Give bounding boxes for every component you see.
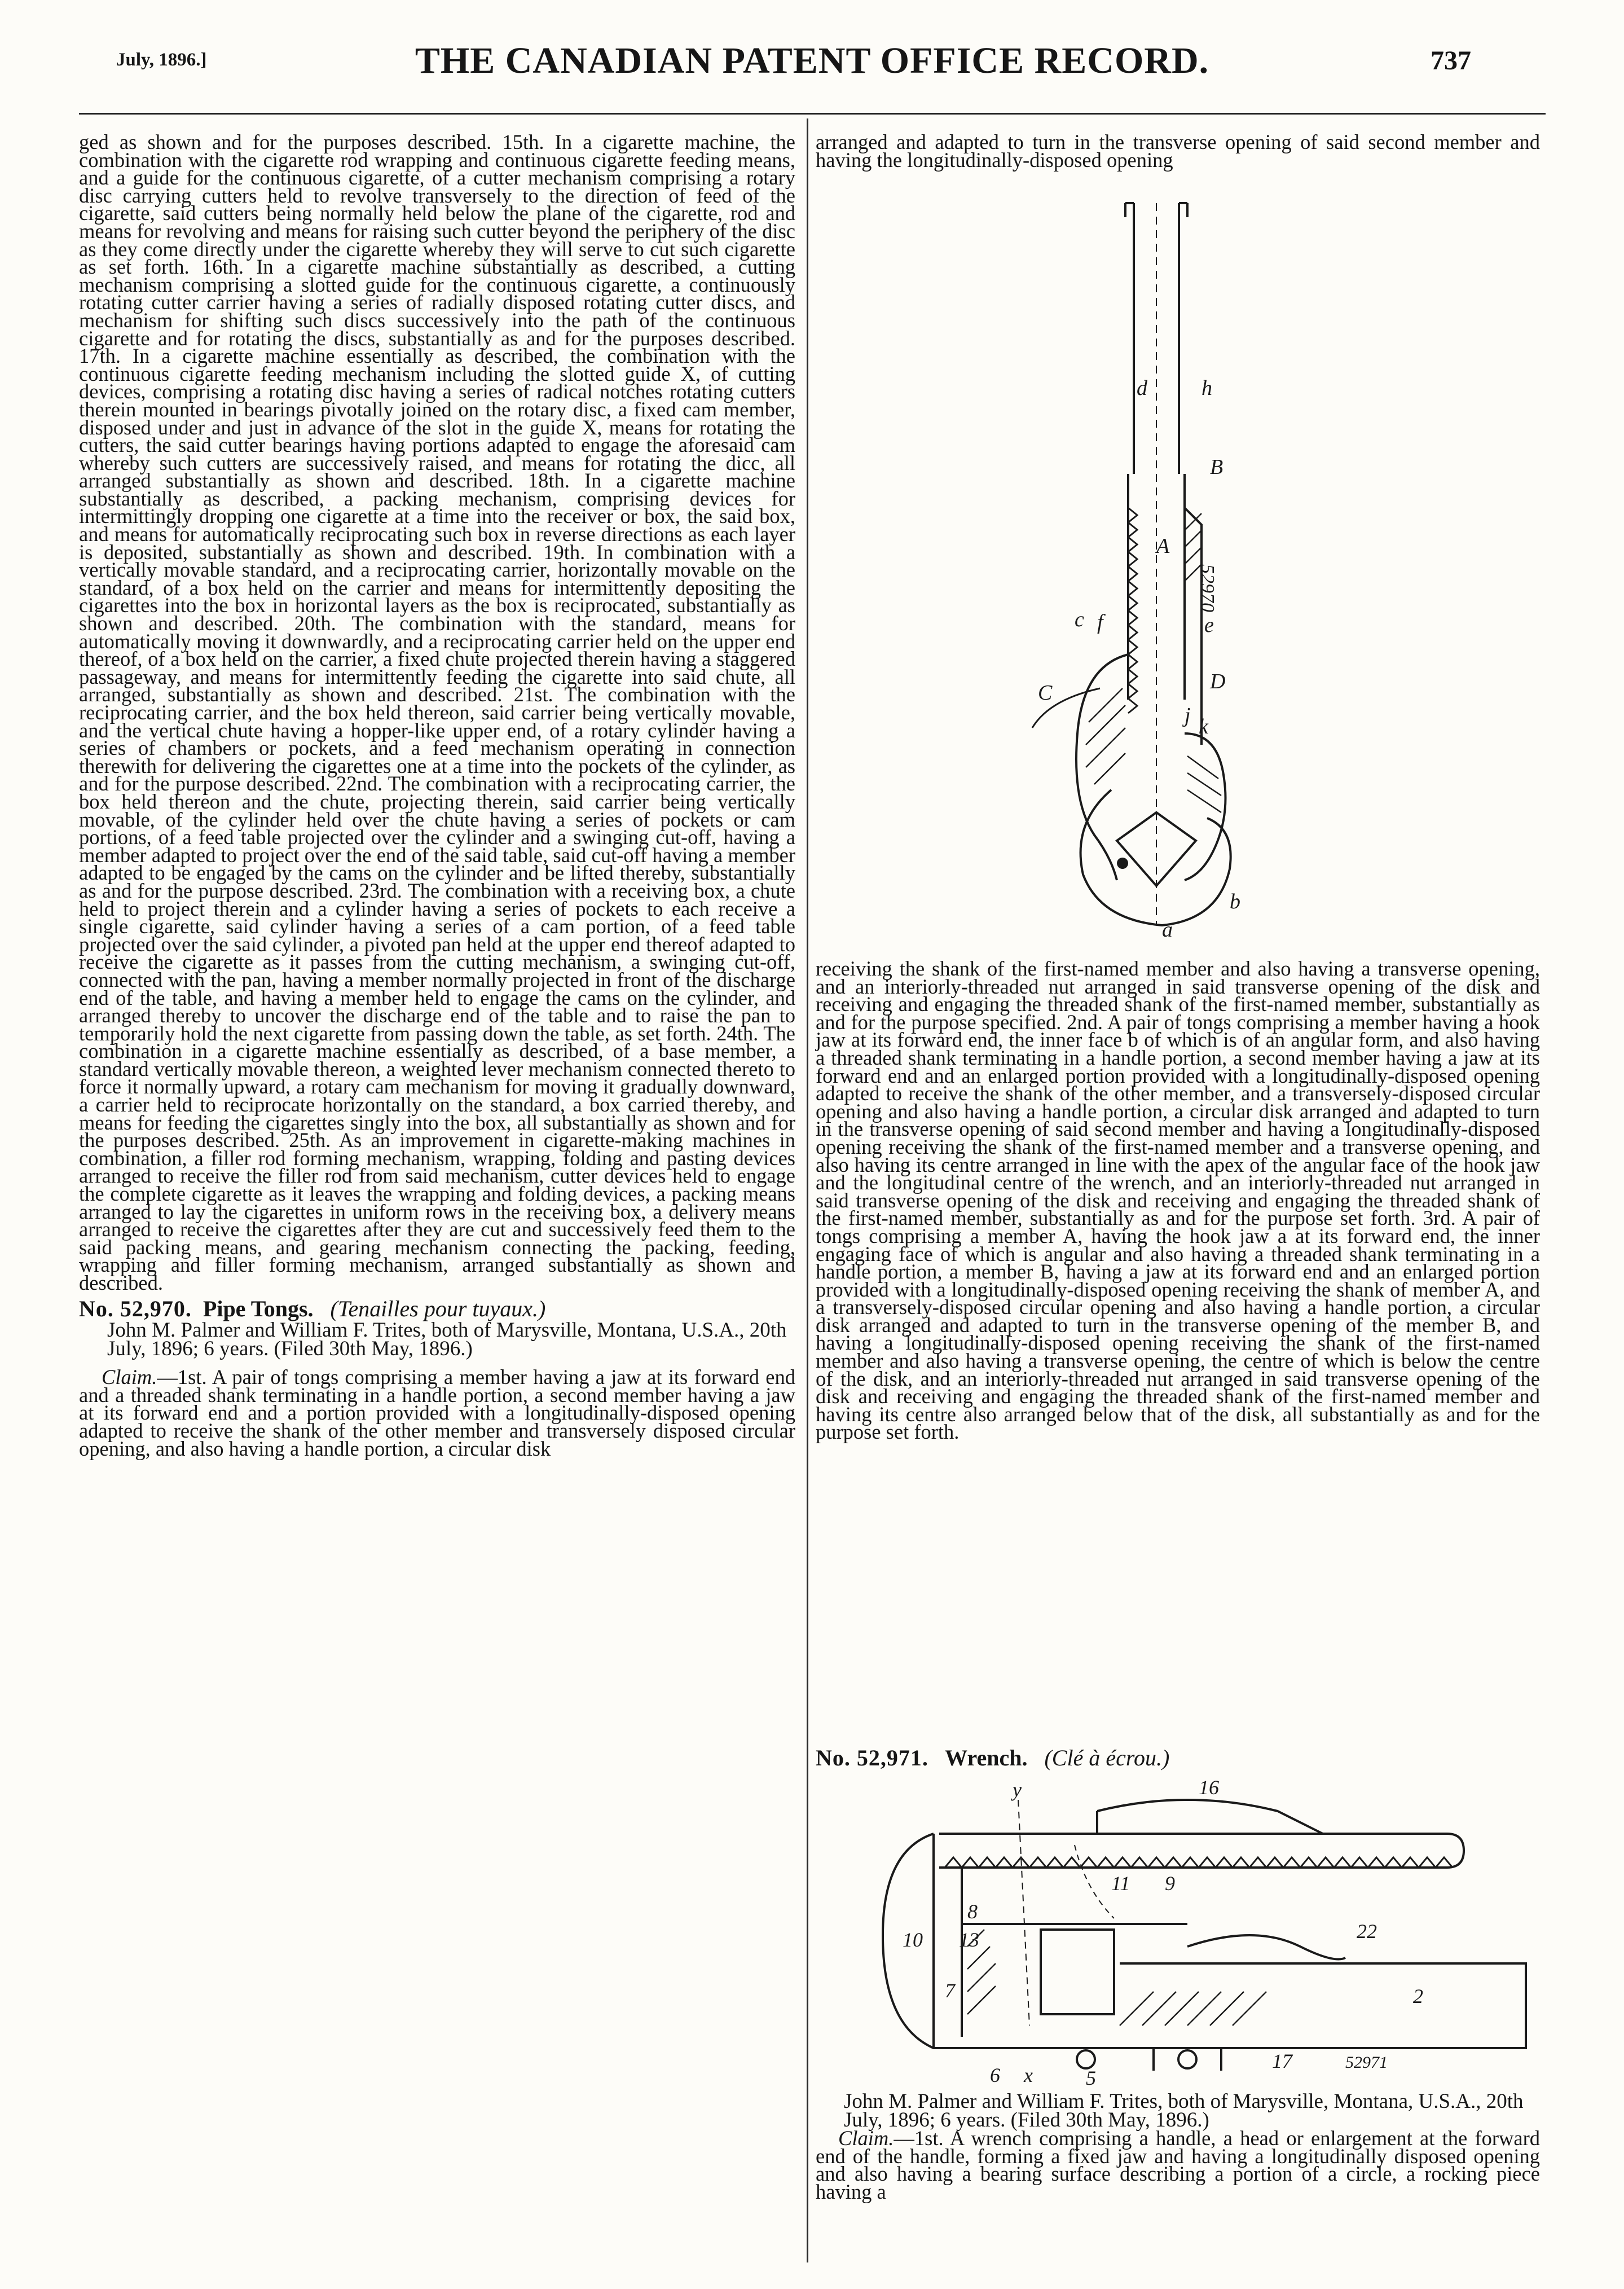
rack-tooth [996, 1857, 1013, 1868]
rack-tooth [1080, 1857, 1097, 1868]
claim-continuation: arranged and adapted to turn in the transverse opening of said second member and having the longitudinally-disposed opening [816, 130, 1540, 172]
fig-label: 10 [903, 1928, 923, 1951]
right-column-bottom [816, 2090, 1540, 2203]
thread-tooth [1128, 684, 1137, 698]
patent-french-title: (Tenailles pour tuyaux.) [330, 1295, 546, 1321]
previous-patent-claims: ged as shown and for the purposes described. 15th. In a cigarette machine, the combination with the cigarette rod wrapping and continuous cigarette feeding means, and a guide for the continuous cigarette, of a cutter mechanism comprising a rotary disc carrying cutters held to revolve transversely to the direction of feed of the cigarette, said cutters being normally held below the plane of the cigarette, rod and means for revolving and means for raising such cutter beyond the periphery of the disc as they come directly under the cigarette whereby they will serve to cut such cigarette as set forth. 16th. In a cigarette machine substantially as described, a cutting mechanism comprising a slotted guide for the continuous cigarette, a continuously rotating cutter carrier having a series of radially disposed rotating cutter discs, and mechanism for shifting such discs successively into the path of the continuous cigarette and for rotating the discs, substantially as and for the purposes described. 17th. In a cigarette machine essentially as described, the combination with the continuous cigarette feeding mechanism including the slotted guide X, of cutting devices, comprising a rotating disc having a series of radical notches rotating cutters therein mounted in bearings pivotally joined on the rotary disc, a fixed cam member, disposed under and just in advance of the slot in the guide X, means for rotating the cutters, the said cutter bearings having portions adapted to engage the aforesaid cam whereby such cutters are successively raised, and means for rotating the dicc, all arranged substantially as shown and described. 18th. In a cigarette machine substantially as described, a packing mechanism, comprising devices for intermittingly dropping one cigarette at a time into the receiver or box, the said box, and means for automatically reciprocating such box in reverse directions as each layer is deposited, substantially as shown and described. 19th. In combination with a vertically movable standard, and a reciprocating carrier, horizontally movable on the standard, of a box held on the carrier and means for intermittently depositing the cigarettes into the box in horizontal layers as the box is reciprocated, substantially as shown and described. 20th. The combination with the standard, means for automatically moving it downwardly, and a reciprocating carrier held on the upper end thereof, of a box held on the carrier, a fixed chute projected therein having a staggered passageway, and means for intermittently feeding the cigarette into said chute, all arranged, substantially as shown and described. 21st. The combination with the reciprocating carrier, and the box held thereon, said carrier being vertically movable, and the vertical chute having a hopper-like upper end, of a rotary cylinder having a series of chambers or pockets, and a feed mechanism operating in connection therewith for delivering the cigarettes one at a time into the pockets of the cylinder, as and for the purpose described. 22nd. The combination with a reciprocating carrier, the box held thereon and the chute, projecting therein, said carrier being vertically movable, of the cylinder held over the chute having a series of pockets or cam portions, of a feed table projected over the cylinder and a swinging cut-off, having a member adapted to project over the end of the said table, said cut-off having a member adapted to be engaged by the cams on the cylinder and be lifted thereby, substantially as and for the purpose described. 23rd. The combination with a receiving box, a chute held to project therein and a cylinder having a series of pockets to each receive a single cigarette, said cylinder having a series of a cam portion, of a feed table projected over the said cylinder, a pivoted pan held at the upper end thereof adapted to receive the cigarette as it passes from the cutting mechanism, a swinging cut-off, connected with the pan, having a member normally projected in front of the discharge end of the table, and having a member held to engage the cams on the cylinder, and arranged thereby to uncover the discharge end of the table and to raise the pan to temporarily hold the next cigarette from passing down the table, as set forth. 24th. The combination in a cigarette machine essentially as described, of a base member, a standard vertically movable thereon, a weighted lever mechanism connected thereto to force it normally upward, a rotary cam mechanism for moving it gradually downward, a carrier held to reciprocate horizontally on the standard, a box carried thereby, and means for feeding the cigarettes singly into the box, all substantially as shown and for the purposes described. 25th. As an improvement in cigarette-making machines in combination, a filler rod forming mechanism, wrapping, folding and pasting devices arranged to receive the filler rod from said mechanism, cutter devices held to engage the complete cigarette as it leaves the wrapping and folding devices, a packing means arranged to lay the cigarettes in uniform rows in the receiving box, a delivery means arranged to receive the cigarettes after they are cut and successively feed them to the said packing means, and gearing mechanism connecting the packing, feeding, wrapping and filler forming mechanism, arranged substantially as shown and described. [79, 130, 795, 1294]
fig-number: 52970 [1197, 564, 1218, 612]
rack-tooth [1249, 1857, 1266, 1868]
fig-label: j [1185, 704, 1191, 727]
rack-tooth [1199, 1857, 1216, 1868]
fig-label: b [1230, 890, 1240, 913]
thread-tooth [1128, 640, 1137, 654]
thread-tooth [1128, 698, 1137, 713]
fig-label: 13 [959, 1928, 979, 1951]
fig-label: f [1097, 610, 1103, 634]
fig-label: 5 [1086, 2067, 1096, 2089]
fig-label: h [1202, 376, 1212, 400]
fig-label: x [1024, 2064, 1033, 2086]
column-divider [807, 118, 808, 2262]
rack-tooth [1368, 1857, 1385, 1868]
fig-label: 16 [1199, 1777, 1219, 1799]
header-rule [79, 113, 1546, 115]
claim-continuation-2: receiving the shank of the first-named member and also having a transverse opening, and an interiorly-threaded nut arranged in said transverse opening of the disk and receiving and engaging the threaded shank of the first-named member, substantially as and for the purpose specified. 2nd. A pair of tongs comprising a member having a hook jaw at its forward end, the inner face b of which is of an angular form, and also having a threaded shank terminating in a handle portion, a second member having a jaw at its forward end and an enlarged portion provided with a longitudinally-disposed opening adapted to receive the shank of the other member, and a transversely-disposed circular opening and also having a handle portion, a circular disk arranged and adapted to turn in the transverse opening of said second member and having a longitudinally-disposed opening receiving the shank of the first-named member and a transverse opening, and also having its centre arranged in line with the apex of the angular face of the hook jaw and the longitudinal centre of the wrench, and an interiorly-threaded nut arranged in said transverse opening of the disk and receiving and engaging the threaded shank of the first-named member, substantially as and for the purpose set forth. 3rd. A pair of tongs comprising a member A, having the hook jaw a at its forward end, the inner engaging face of which is angular and also having a threaded shank terminating in a handle portion, a member B, having a jaw at its forward end and an enlarged portion provided with a longitudinally-disposed opening receiving the shank of member A, and a transversely-disposed circular opening and also having a handle portion, a circular disk arranged and adapted to turn in the transverse opening of the member B, and having a longitudinally-disposed opening receiving the shank of the first-named member and also having a transverse opening, the centre of which is below the centre of the disk, and an interiorly-threaded nut arranged in said transverse opening of the disk and receiving and engaging the threaded shank of the first-named member and having its centre also arranged below that of the disk, all substantially as and for the purpose set forth. [816, 957, 1540, 1444]
rack-tooth [945, 1857, 962, 1868]
fig-label: k [1199, 715, 1208, 739]
fig-label: e [1204, 613, 1214, 637]
rack-tooth [1063, 1857, 1080, 1868]
patent-inventors: John M. Palmer and William F. Trites, both of Marysville, Montana, U.S.A., 20th July, 1896; 6 years. (Filed 30th May, 1896.) [107, 1319, 787, 1361]
fig-label: A [1156, 534, 1170, 558]
rack-tooth [1233, 1857, 1249, 1868]
rack-tooth [1419, 1857, 1436, 1868]
issue-date: July, 1896.] [116, 50, 207, 70]
claim-label: Claim. [102, 1365, 157, 1389]
rack-tooth [1182, 1857, 1199, 1868]
fig-label: 11 [1111, 1872, 1130, 1895]
rack-tooth [1402, 1857, 1419, 1868]
rack-tooth [1385, 1857, 1402, 1868]
patent-heading-52970 [79, 1295, 795, 1321]
rack-tooth [1334, 1857, 1351, 1868]
thread-tooth [1128, 625, 1137, 640]
fig-label: y [1013, 1778, 1022, 1801]
fig-label: C [1038, 681, 1053, 705]
rack-tooth [1216, 1857, 1233, 1868]
rack-tooth [1300, 1857, 1317, 1868]
thread-tooth [1128, 654, 1137, 669]
claim-text: —1st. A pair of tongs comprising a member having a jaw at its forward end and a threaded shank terminating in a handle portion, a second member having a jaw at its forward end and a portion provided with a longitudinally-disposed opening adapted to receive the shank of the other member and transversely disposed circular opening, and also having a handle portion, a circular disk [79, 1365, 795, 1460]
fig-label: 9 [1165, 1872, 1175, 1895]
fig-label: D [1210, 670, 1226, 693]
hatching [967, 1930, 1266, 2026]
patent-number: No. 52,971. [816, 1745, 928, 1770]
thread-tooth [1128, 508, 1137, 522]
rack-tooth [1148, 1857, 1165, 1868]
patent-number: No. 52,970. [79, 1295, 192, 1321]
patent-inventors: John M. Palmer and William F. Trites, both of Marysville, Montana, U.S.A., 20th July, 1896; 6 years. (Filed 30th May, 1896.) [844, 2090, 1524, 2132]
pipe-tongs-figure [1015, 192, 1297, 948]
wrench-figure [849, 1777, 1537, 2093]
patent-french-title: (Clé à écrou.) [1044, 1745, 1170, 1770]
fig-label: c [1075, 608, 1084, 631]
patent-heading-52971 [816, 1741, 1540, 1770]
patent-claim [816, 2127, 1540, 2203]
patent-claim [79, 1365, 795, 1460]
rack-tooth [1317, 1857, 1334, 1868]
rack-tooth [1283, 1857, 1300, 1868]
fig-label: 22 [1357, 1920, 1377, 1943]
fig-label: 17 [1272, 2050, 1292, 2072]
fig-label: d [1137, 376, 1147, 400]
rack-tooth [1165, 1857, 1182, 1868]
rack-tooth [1266, 1857, 1283, 1868]
claim-text: —1st. A wrench comprising a handle, a head or enlargement at the forward end of the handle, forming a fixed jaw and having a longitudinally disposed opening and also having a bearing surface describing a portion of a circle, a rocking piece having a [816, 2127, 1540, 2203]
patent-title: Pipe Tongs. [203, 1295, 314, 1321]
rack-tooth [1029, 1857, 1046, 1868]
fig-label: B [1210, 455, 1223, 479]
right-column-top [816, 130, 1540, 172]
thread-tooth [1128, 669, 1137, 684]
fig-label: a [1162, 918, 1173, 942]
left-column [79, 130, 795, 1460]
page-number: 737 [1431, 46, 1471, 76]
thread-tooth [1128, 522, 1137, 537]
publication-title: THE CANADIAN PATENT OFFICE RECORD. [415, 40, 1209, 81]
fig-label: 2 [1413, 1985, 1423, 2007]
thread-tooth [1128, 537, 1137, 552]
rack-tooth [1097, 1857, 1114, 1868]
thread-tooth [1128, 610, 1137, 625]
rack-tooth [979, 1857, 996, 1868]
fig-label: 8 [967, 1900, 978, 1923]
thread-tooth [1128, 566, 1137, 581]
fig-number: 52971 [1345, 2053, 1388, 2072]
rack-tooth [1046, 1857, 1063, 1868]
rack-tooth [1436, 1857, 1453, 1868]
rack-tooth [962, 1857, 979, 1868]
thread-tooth [1128, 581, 1137, 596]
patent-title: Wrench. [945, 1745, 1028, 1770]
rack-tooth [1114, 1857, 1131, 1868]
fig-label: 7 [945, 1979, 955, 2002]
rack-tooth [1131, 1857, 1148, 1868]
right-column-middle [816, 957, 1540, 1444]
rack-tooth [1351, 1857, 1368, 1868]
thread-tooth [1128, 596, 1137, 610]
thread-tooth [1128, 552, 1137, 566]
claim-label: Claim. [838, 2127, 894, 2150]
fig-label: 6 [990, 2064, 1000, 2086]
